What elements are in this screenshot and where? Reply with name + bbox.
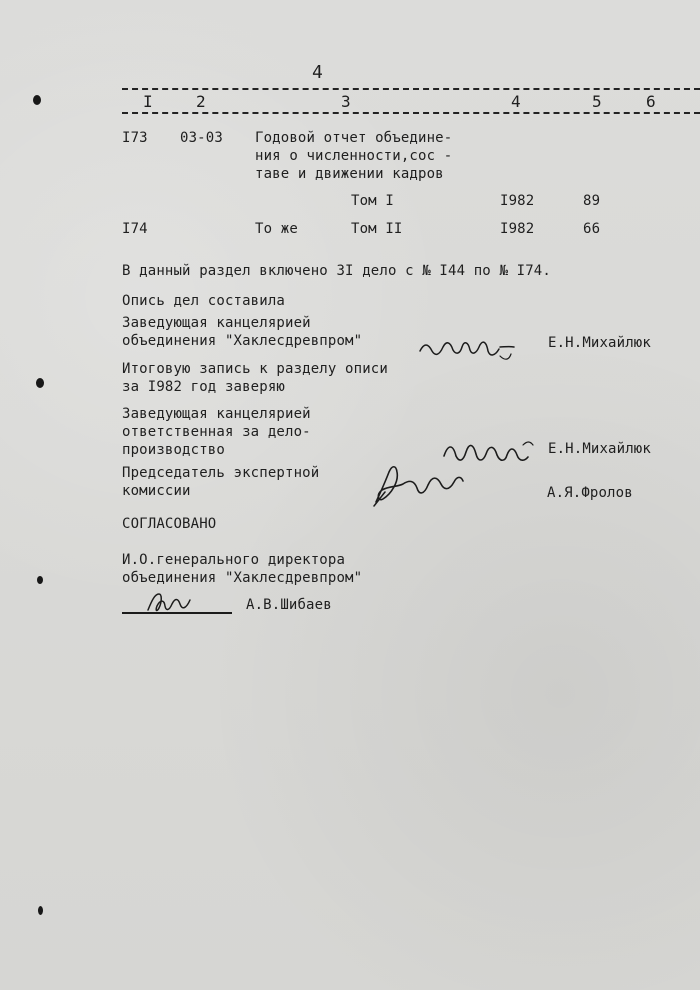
punch-mark-top [33,95,41,105]
row-2-sheets: 66 [583,221,601,237]
row-1-title-line-2: ния о численности,сос - [255,148,453,164]
header-rule-top [122,88,700,90]
final-entry-line-1: Итоговую запись к разделу описи [122,361,388,377]
row-1-sheets: 89 [583,193,601,209]
director-line-1: И.О.генерального директора [122,552,346,568]
director-name: А.В.Шибаев [246,597,332,613]
header-col-5: 5 [592,92,602,111]
row-1-number: I73 [122,130,148,146]
row-1-year: I982 [500,193,535,209]
head-office-line-1: Заведующая канцелярией [122,315,311,331]
row-1-title-line-1: Годовой отчет объедине- [255,130,453,146]
header-col-2: 2 [196,92,206,111]
chair-name: А.Я.Фролов [547,485,633,501]
page-number: 4 [312,62,323,83]
header-col-3: 3 [341,92,351,111]
header-col-6: 6 [646,92,656,111]
header-col-4: 4 [511,92,521,111]
compiled-by-label: Опись дел составила [122,293,285,309]
row-1-subtitle: Том I [351,193,394,209]
head-name-2: Е.Н.Михайлюк [548,441,651,457]
punch-mark-lower [37,576,43,584]
head-office-line-5: производство [122,442,225,458]
final-entry-line-2: за I982 год заверяю [122,379,285,395]
signature-frolov [368,460,472,510]
director-line-2: объединения "Хаклесдревпром" [122,570,363,586]
head-office-line-3: Заведующая канцелярией [122,406,311,422]
row-2-title: То же [255,221,298,237]
signature-mikhailyuk-1 [416,323,528,363]
chair-line-1: Председатель экспертной [122,465,320,481]
signature-shibaev [145,590,195,614]
row-2-subtitle: Том II [351,221,403,237]
header-rule-bottom [122,112,700,114]
punch-mark-bottom [38,906,43,915]
row-2-number: I74 [122,221,148,237]
head-office-line-4: ответственная за дело- [122,424,311,440]
head-office-line-2: объединения "Хаклесдревпром" [122,333,363,349]
approved-heading: СОГЛАСОВАНО [122,516,217,532]
signature-underline-director [122,612,232,614]
row-1-index: 03-03 [180,130,223,146]
row-1-title-line-3: таве и движении кадров [255,166,444,182]
punch-mark-middle [36,378,44,388]
header-col-1: I [143,92,153,111]
row-2-year: I982 [500,221,535,237]
chair-line-2: комиссии [122,483,191,499]
head-name-1: Е.Н.Михайлюк [548,335,651,351]
summary-line: В данный раздел включено 3I дело с № I44 по № I74. [122,263,551,279]
